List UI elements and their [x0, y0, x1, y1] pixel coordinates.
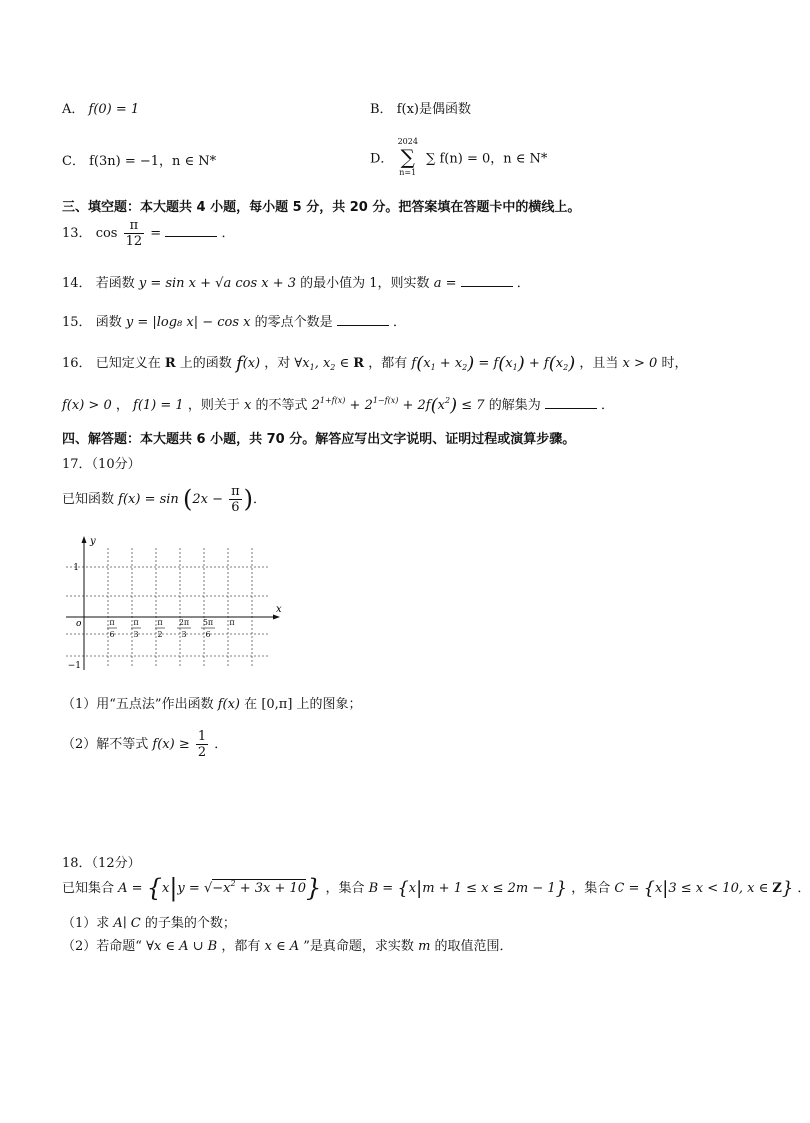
q17-fraction	[229, 484, 242, 515]
q18-part-1	[62, 912, 236, 931]
y-axis-arrow	[82, 536, 87, 543]
q18-part2-text-a: （2）若命题“	[62, 939, 142, 954]
q16-x-positive: x > 0	[622, 356, 658, 371]
q18-part1-text-b: 的子集的个数；	[144, 916, 236, 931]
y-tick-1: 1	[73, 563, 79, 573]
q16-text-1c: ，对	[264, 356, 291, 371]
q17-part2-frac-num: 1	[197, 729, 207, 744]
q16-text-2d: 的解集为	[488, 398, 541, 413]
question-16-line-2	[62, 394, 614, 416]
x-tick-pi-6-num: π	[109, 618, 115, 627]
q16-text-2a: ，	[115, 398, 129, 413]
q16-text-1b: 上的函数	[179, 356, 232, 371]
q18-a-intersect-c: A∣ C	[113, 916, 141, 931]
q13-equals: =	[150, 226, 166, 241]
q17-part-1	[62, 693, 362, 712]
summation	[398, 136, 418, 178]
q17-frac-den: 6	[231, 500, 240, 515]
option-b-label: B．	[370, 102, 393, 117]
x-tick-pi-2-num: π	[157, 618, 163, 627]
question-14	[62, 272, 530, 291]
q16-answer-blank[interactable]	[545, 396, 597, 409]
q16-text-1f: 时，	[661, 356, 688, 371]
q14-text-b: 的最小值为 1，则实数	[300, 276, 430, 291]
q17-part2-ineq: f(x) ≥	[152, 737, 190, 752]
q15-text-b: 的零点个数是	[254, 315, 333, 330]
q16-fx: f(x)	[235, 353, 261, 374]
q18-part1-text-a: （1）求	[62, 916, 110, 931]
x-ticks	[107, 618, 235, 639]
q16-fx-positive: f(x) > 0	[62, 398, 112, 413]
q17-graph	[62, 534, 288, 674]
set-c: C = {x|3 ≤ x < 10, x ∈ Z}	[614, 878, 794, 899]
q17-part1-fx: f(x)	[217, 697, 241, 712]
x-tick-2pi-3-den: 3	[181, 630, 187, 639]
option-a-content: f(0) = 1	[88, 102, 140, 117]
option-a-label: A．	[62, 102, 85, 117]
option-d-label: D．	[370, 151, 394, 167]
q17-part1-text-a: （1）用“五点法”作出函数	[62, 697, 214, 712]
q18-number: 18．（12分）	[62, 856, 141, 871]
q13-answer-blank[interactable]	[165, 224, 217, 237]
question-15	[62, 311, 406, 330]
q17-part2-end: ．	[214, 737, 228, 752]
q16-text-2b: ，则关于	[187, 398, 240, 413]
q17-paren-left: (	[182, 485, 193, 513]
q15-number: 15．	[62, 315, 92, 330]
y-tick-neg1: −1	[67, 661, 81, 671]
q16-end: ．	[600, 398, 614, 413]
q17-number: 17．（10分）	[62, 457, 141, 472]
q15-end: ．	[392, 315, 406, 330]
x-tick-pi-2-den: 2	[157, 630, 163, 639]
q17-part-2	[62, 729, 227, 760]
option-b	[370, 98, 471, 117]
q18-set-c-label: ，集合	[571, 881, 611, 896]
q15-formula: y = |log₈ x| − cos x	[125, 315, 251, 330]
grid-lines	[66, 548, 270, 668]
q13-frac-num: π	[124, 218, 145, 234]
q14-text-a: 若函数	[95, 276, 135, 291]
q14-end: ．	[516, 276, 530, 291]
x-tick-2pi-3-num: 2π	[178, 618, 190, 627]
q17-part1-interval: [0,π]	[261, 697, 293, 712]
q18-m: m	[418, 939, 431, 954]
q17-two-x: 2x −	[192, 492, 223, 507]
sum-lower: n=1	[399, 168, 417, 177]
set-a: $A = \{x|y = √-x^2 + 3x + 10\}$	[118, 874, 322, 902]
option-c	[62, 150, 216, 169]
q17-part1-text-d: 上的图象；	[296, 697, 362, 712]
q15-text-a: 函数	[95, 315, 122, 330]
q13-end: ．	[221, 226, 235, 241]
q18-end: ．	[797, 881, 810, 896]
question-13	[62, 218, 234, 249]
option-d	[370, 136, 547, 178]
option-b-content: f(x)是偶函数	[396, 102, 471, 117]
q18-part2-text-b: ，都有	[221, 939, 261, 954]
q18-intro: 已知集合	[62, 881, 115, 896]
option-d-content: ∑ f(n) = 0，n ∈ N*	[426, 151, 548, 167]
x-tick-5pi-6-den: 6	[205, 630, 211, 639]
q16-forall: $\forall x_1$, $x_2$ ∈ R	[294, 356, 365, 372]
q16-x: x	[243, 398, 252, 413]
q17-statement: 已知函数 f(x) = sin (2x − $\frac{\pi}{6}$ )．	[62, 484, 267, 515]
option-a	[62, 98, 139, 117]
q17-part1-text-b: 在	[244, 697, 258, 712]
q18-forall: ∀x ∈ A ∪ B	[146, 939, 218, 954]
q14-answer-blank[interactable]	[461, 274, 513, 287]
q17-part2-frac-den: 2	[197, 745, 207, 760]
q13-cos: cos	[95, 226, 118, 241]
q16-text-2c: 的不等式	[255, 398, 308, 413]
q16-reals-symbol: R	[164, 356, 176, 371]
q17-intro: 已知函数	[62, 492, 115, 507]
sum-upper: 2024	[397, 137, 418, 146]
q14-number: 14．	[62, 276, 92, 291]
x-tick-pi-3-num: π	[133, 618, 139, 627]
q13-number: 13．	[62, 226, 92, 241]
q16-f1: f(1) = 1	[133, 398, 184, 413]
option-c-label: C．	[62, 154, 85, 169]
q16-text-1a: 已知定义在	[95, 356, 161, 371]
q17-part2-text-a: （2）解不等式	[62, 737, 149, 752]
q18-part2-text-d: 的取值范围．	[434, 939, 513, 954]
sigma-symbol: ∑	[400, 145, 415, 169]
q16-inequality: $2^{1+f(x)} + 2^{1-f(x)} + 2f(x^2) \le 7$	[311, 395, 485, 416]
x-axis-arrow	[273, 615, 280, 620]
x-axis-label: x	[276, 604, 282, 615]
question-16-line-1	[62, 352, 687, 374]
q14-var: a =	[433, 276, 461, 291]
q16-text-1e: ，且当	[579, 356, 619, 371]
set-b: B = {x|m + 1 ≤ x ≤ 2m − 1}	[368, 878, 568, 899]
x-tick-5pi-6-num: 5π	[202, 618, 214, 627]
q17-frac-num: π	[231, 484, 240, 499]
q14-formula: y = sin x + √a cos x + 3	[138, 276, 297, 291]
q18-part-2	[62, 935, 513, 954]
q15-answer-blank[interactable]	[337, 313, 389, 326]
q16-number: 16．	[62, 356, 92, 371]
x-tick-pi: π	[229, 618, 235, 627]
q16-additive: $f(x_1 + x_2) = f(x_1) + f(x_2)$	[411, 353, 576, 374]
q13-fraction	[124, 218, 145, 249]
section-3-heading: 三、填空题：本大题共 4 小题，每小题 5 分，共 20 分。把答案填在答题卡中的横线上。	[62, 200, 581, 215]
q17-part2-fraction	[196, 729, 208, 760]
q17-paren-right: )	[243, 485, 254, 513]
origin-label: o	[76, 619, 82, 629]
q18-part2-text-c: ”是真命题，求实数	[303, 939, 414, 954]
x-tick-pi-6-den: 6	[109, 630, 115, 639]
option-c-content: f(3n) = −1，n ∈ N*	[89, 154, 217, 169]
q16-text-1d: ，都有	[368, 356, 408, 371]
q18-set-b-label: ，集合	[325, 881, 365, 896]
q18-x-in-a: x ∈ A	[264, 939, 300, 954]
q17-formula-pre: f(x) = sin	[118, 492, 179, 507]
q13-frac-den: 12	[125, 234, 143, 249]
section-4-heading: 四、解答题：本大题共 6 小题，共 70 分。解答应写出文字说明、证明过程或演算步骤。	[62, 432, 576, 447]
y-axis-label: y	[90, 536, 96, 547]
q18-statement	[62, 874, 810, 902]
x-tick-pi-3-den: 3	[133, 630, 139, 639]
